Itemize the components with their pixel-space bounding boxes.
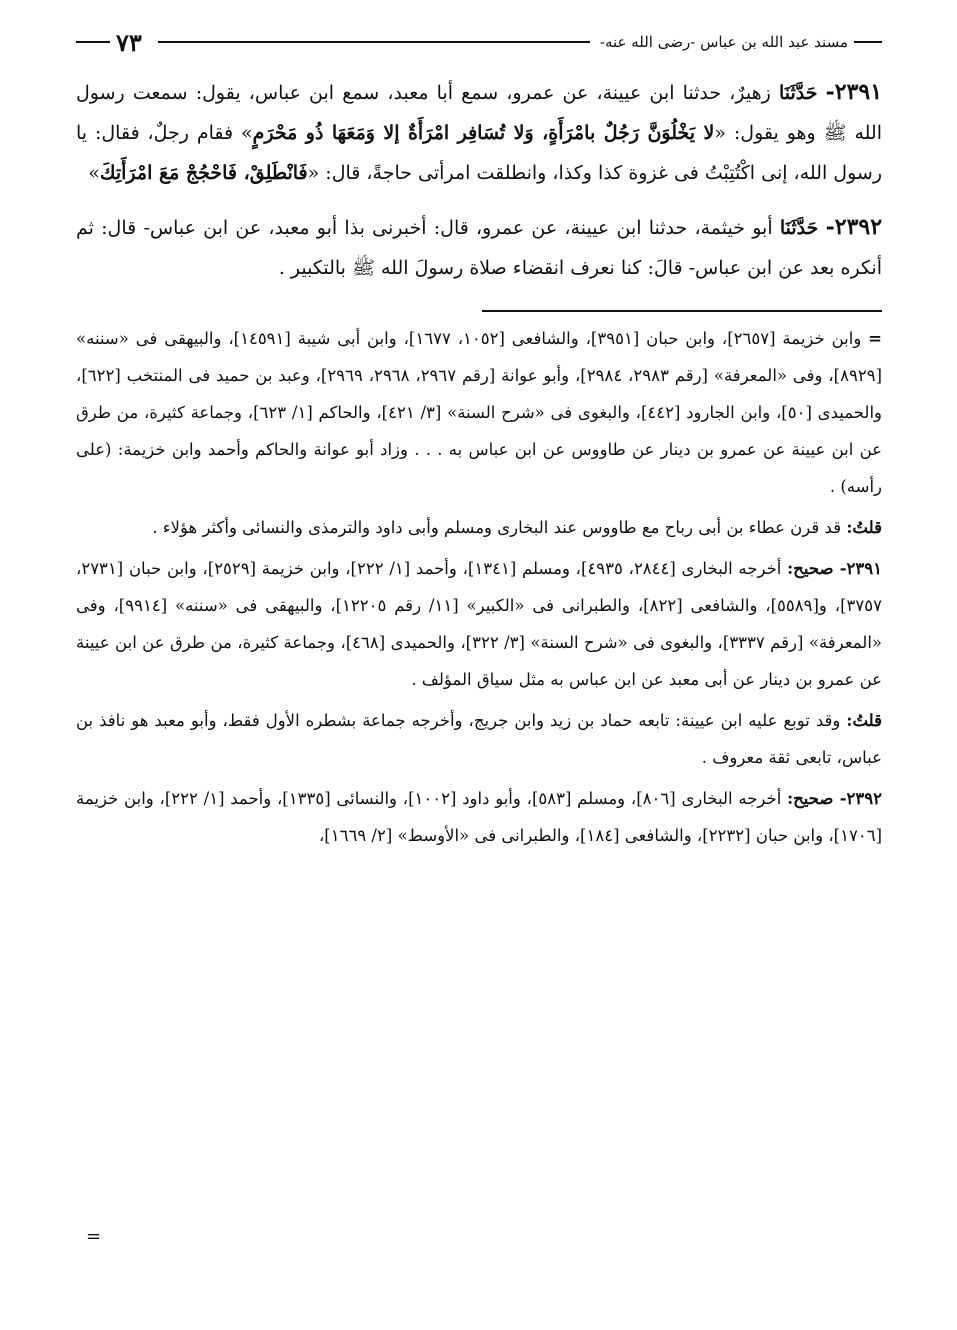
page-number: ٧٣ <box>116 27 142 57</box>
header-dash <box>854 41 882 43</box>
haddathana: حَدَّثَنَا <box>778 82 818 104</box>
continuation-mark: = <box>86 1226 102 1247</box>
hadith-number: ٢٣٩١ <box>834 79 883 105</box>
footnote-paragraph <box>76 509 882 546</box>
header-dash <box>76 41 110 43</box>
hadith-2392: ٢٣٩٢- حَدَّثَنَا أبو خيثمة، حدثنا ابن عيينة، عن عمرو، قال: أخبرنى بذا أبو معبد، عن ابن عباس- قال: ثم أنكره بعد عن ابن عباس- قالَ: كنا نعرف انقضاء صلاة رسولَ الله ﷺ بالتكبير . <box>76 214 883 279</box>
hadith-number: ٢٣٩٢ <box>834 214 883 240</box>
footnote-text: قد قرن عطاء بن أبى رباح مع طاووس عند البخارى ومسلم وأبى داود والترمذى والنسائى وأكثر هؤلاء . <box>152 518 842 537</box>
footnotes <box>76 320 882 854</box>
footnote-lead: قلتُ: <box>846 711 883 730</box>
footnote-lead: قلتُ: <box>846 518 882 537</box>
hadith-text: » فقام رجلٌ، فقال: يا رسول الله، إنى اكْتُتِبْتُ فى غزوة كذا وكذا، وانطلقت امرأتى حاجةً، قال: « <box>76 122 882 184</box>
hadith-text: أبو خيثمة، حدثنا ابن عيينة، عن عمرو، قال: أخبرنى بذا أبو معبد، عن ابن عباس- قال: ثم أنكره بعد عن ابن عباس- قالَ: كنا نعرف انقضاء صلاة رسولَ الله ﷺ بالتكبير . <box>76 217 882 279</box>
header-title: مسند عبد الله بن عباس -رضى الله عنه- <box>599 33 848 51</box>
footnote-separator <box>482 310 882 312</box>
footnote-paragraph <box>76 550 882 698</box>
footnote-lead: = <box>868 329 882 348</box>
footnote-paragraph <box>76 780 882 854</box>
footnote-paragraph <box>76 702 882 776</box>
prophetic-quote: لا يَخْلُوَنَّ رَجُلٌ بامْرَأَةٍ، وَلا تُسَافِر امْرَأَةٌ إلا وَمَعَهَا ذُو مَحْرَمٍ <box>252 122 715 144</box>
footnote-lead: ٢٣٩١- صحيح: <box>787 559 882 578</box>
running-header <box>76 22 882 62</box>
prophetic-quote: فَانْطَلِقْ، فَاحْجُجْ مَعَ امْرَأَتِكَ <box>99 162 308 184</box>
footnote-paragraph <box>76 320 882 505</box>
footnote-text: وقد توبع عليه ابن عيينة: تابعه حماد بن زيد وابن جريج، وأخرجه جماعة بشطره الأول فقط، وأبو معبد هو نافذ بن عباس، تابعى ثقة معروف . <box>76 711 882 767</box>
haddathana: حَدَّثَنَا <box>779 217 819 239</box>
hadith-2391: ٢٣٩١- حَدَّثَنَا زهيرٌ، حدثنا ابن عيينة، عن عمرو، سمع أبا معبد، سمع ابن عباس، يقول: سمعت رسول الله ﷺ وهو يقول: «لا يَخْلُوَنَّ رَجُلٌ بامْرَأَةٍ، وَلا تُسَافِر امْرَأَةٌ إلا وَمَعَهَا ذُو مَحْرَمٍ» فقام رجلٌ، فقال: يا رسول الله، إنى اكْتُتِبْتُ فى غزوة كذا وكذا، وانطلقت امرأتى حاجةً، قال: «فَانْطَلِقْ، فَاحْجُجْ مَعَ امْرَأَتِكَ» <box>76 79 883 184</box>
hadith-text: زهيرٌ، حدثنا ابن عيينة، عن عمرو، سمع أبا معبد، سمع ابن عباس، يقول: سمعت رسول الله ﷺ وهو يقول: « <box>76 82 882 144</box>
footnote-lead: ٢٣٩٢- صحيح: <box>787 789 882 808</box>
footnote-text: أخرجه البخارى [٢٨٤٤، ٤٩٣٥]، ومسلم [١٣٤١]، وأحمد [١/ ٢٢٢]، وابن خزيمة [٢٥٢٩]، وابن حبان [٢٧٣١، ٣٧٥٧]، و[٥٥٨٩]، والشافعى [٨٢٢]، والطبرانى فى «الكبير» [١١/ رقم ١٢٢٠٥]، والبيهقى فى «سننه» [٩٩١٤]، وفى «المعرفة» [رقم ٣٣٣٧]، والبغوى فى «شرح السنة» [٣/ ٣٢٢]، والحميدى [٤٦٨]، وجماعة كثيرة، من طرق عن ابن عيينة عن عمرو بن دينار عن أبى معبد عن ابن عباس به مثل سياق المؤلف . <box>76 559 882 689</box>
footnote-text: وابن خزيمة [٢٦٥٧]، وابن حبان [٣٩٥١]، والشافعى [١٠٥٢، ١٦٧٧]، وابن أبى شيبة [١٤٥٩١]، والبيهقى فى «سننه» [٨٩٢٩]، وفى «المعرفة» [رقم ٢٩٨٣، ٢٩٨٤]، وأبو عوانة [رقم ٢٩٦٧، ٢٩٦٨، ٢٩٦٩]، وعبد بن حميد فى المنتخب [٦٢٢]، والحميدى [٥٠]، وابن الجارود [٤٤٢]، والبغوى فى «شرح السنة» [٣/ ٤٢١]، والحاكم [١/ ٦٢٣]، وجماعة كثيرة، من طرق عن ابن عيينة عن عمرو بن دينار عن طاووس عن ابن عباس به . . . وزاد أبو عوانة والحاكم وأحمد وابن خزيمة: (على رأسه) . <box>76 329 883 496</box>
footnote-text: أخرجه البخارى [٨٠٦]، ومسلم [٥٨٣]، وأبو داود [١٠٠٢]، والنسائى [١٣٣٥]، وأحمد [١/ ٢٢٢]، وابن خزيمة [١٧٠٦]، وابن حبان [٢٢٣٢]، والشافعى [١٨٤]، والطبرانى فى «الأوسط» [٢/ ١٦٦٩]، <box>76 789 882 845</box>
page <box>76 22 882 854</box>
header-rule <box>158 41 590 43</box>
